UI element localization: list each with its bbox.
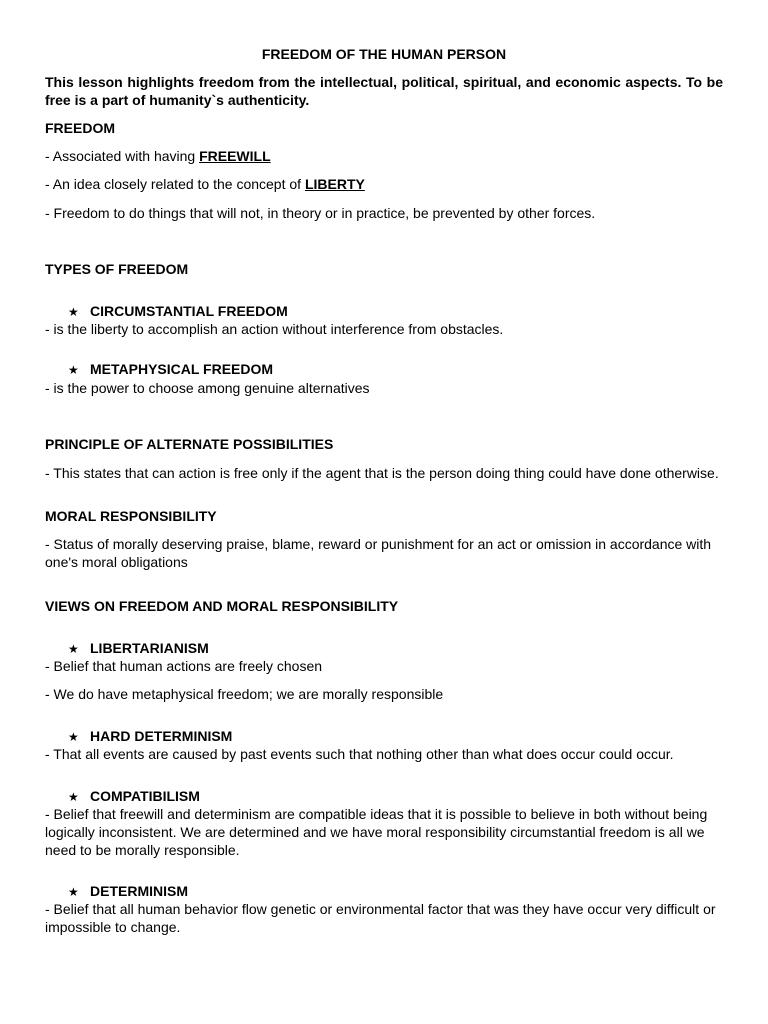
bullet-hard-determinism [68,727,232,746]
determinism-label: DETERMINISM [90,883,188,899]
circumstantial-text: - is the liberty to accomplish an action without interference from obstacles. [45,321,504,337]
freedom-line-liberty [45,175,723,193]
libertarianism-label: LIBERTARIANISM [90,640,209,656]
freedom-heading: FREEDOM [45,120,115,136]
types-heading: TYPES OF FREEDOM [45,261,189,277]
hard-determinism-text: - That all events are caused by past events such that nothing other than what does occur could occur. [45,746,674,762]
moral-text: - Status of morally deserving praise, blame, reward or punishment for an act or omission in accordance with one's moral obligations [45,536,712,570]
compatibilism-text: - Belief that freewill and determinism are compatible ideas that it is possible to believe in both without being logically inconsistent. We are determined and we have moral responsibility circumstantial freedom is all we need to be morally responsible. [45,806,708,858]
views-heading: VIEWS ON FREEDOM AND MORAL RESPONSIBILITY [45,598,399,614]
circumstantial-label: CIRCUMSTANTIAL FREEDOM [90,303,288,319]
metaphysical-label: METAPHYSICAL FREEDOM [90,361,274,377]
document-title: FREEDOM OF THE HUMAN PERSON [261,46,507,62]
freedom-line-definition: - Freedom to do things that will not, in theory or in practice, be prevented by other forces. [45,205,596,221]
star-icon: ★ [68,730,79,744]
bullet-libertarianism [68,639,209,658]
compatibilism-label: COMPATIBILISM [90,788,200,804]
star-icon: ★ [68,363,79,377]
libertarianism-text-2: - We do have metaphysical freedom; we are morally responsible [45,686,444,702]
liberty-term: LIBERTY [304,176,365,192]
libertarianism-text-1: - Belief that human actions are freely chosen [45,658,323,674]
metaphysical-text: - is the power to choose among genuine alternatives [45,380,370,396]
hard-determinism-label: HARD DETERMINISM [90,728,233,744]
star-icon: ★ [68,790,79,804]
star-icon: ★ [68,305,79,319]
freedom-line-liberty-prefix: - An idea closely related to the concept of [45,176,305,192]
bullet-compatibilism [68,787,200,806]
determinism-text: - Belief that all human behavior flow genetic or environmental factor that was they have occur very difficult or impossible to change. [45,901,716,935]
principle-heading: PRINCIPLE OF ALTERNATE POSSIBILITIES [45,436,334,452]
freewill-term: FREEWILL [199,148,271,164]
principle-text: - This states that can action is free only if the agent that is the person doing thing could have done otherwise. [45,465,719,481]
bullet-determinism [68,882,188,901]
freedom-line-freewill-prefix: - Associated with having [45,148,200,164]
moral-heading: MORAL RESPONSIBILITY [45,508,217,524]
freedom-line-freewill [45,147,723,165]
bullet-circumstantial [68,302,288,321]
intro-paragraph: This lesson highlights freedom from the intellectual, political, spiritual, and economic aspects. To be free is a part of humanity`s authenticity. [45,74,723,108]
star-icon: ★ [68,642,79,656]
star-icon: ★ [68,885,79,899]
bullet-metaphysical [68,360,273,379]
